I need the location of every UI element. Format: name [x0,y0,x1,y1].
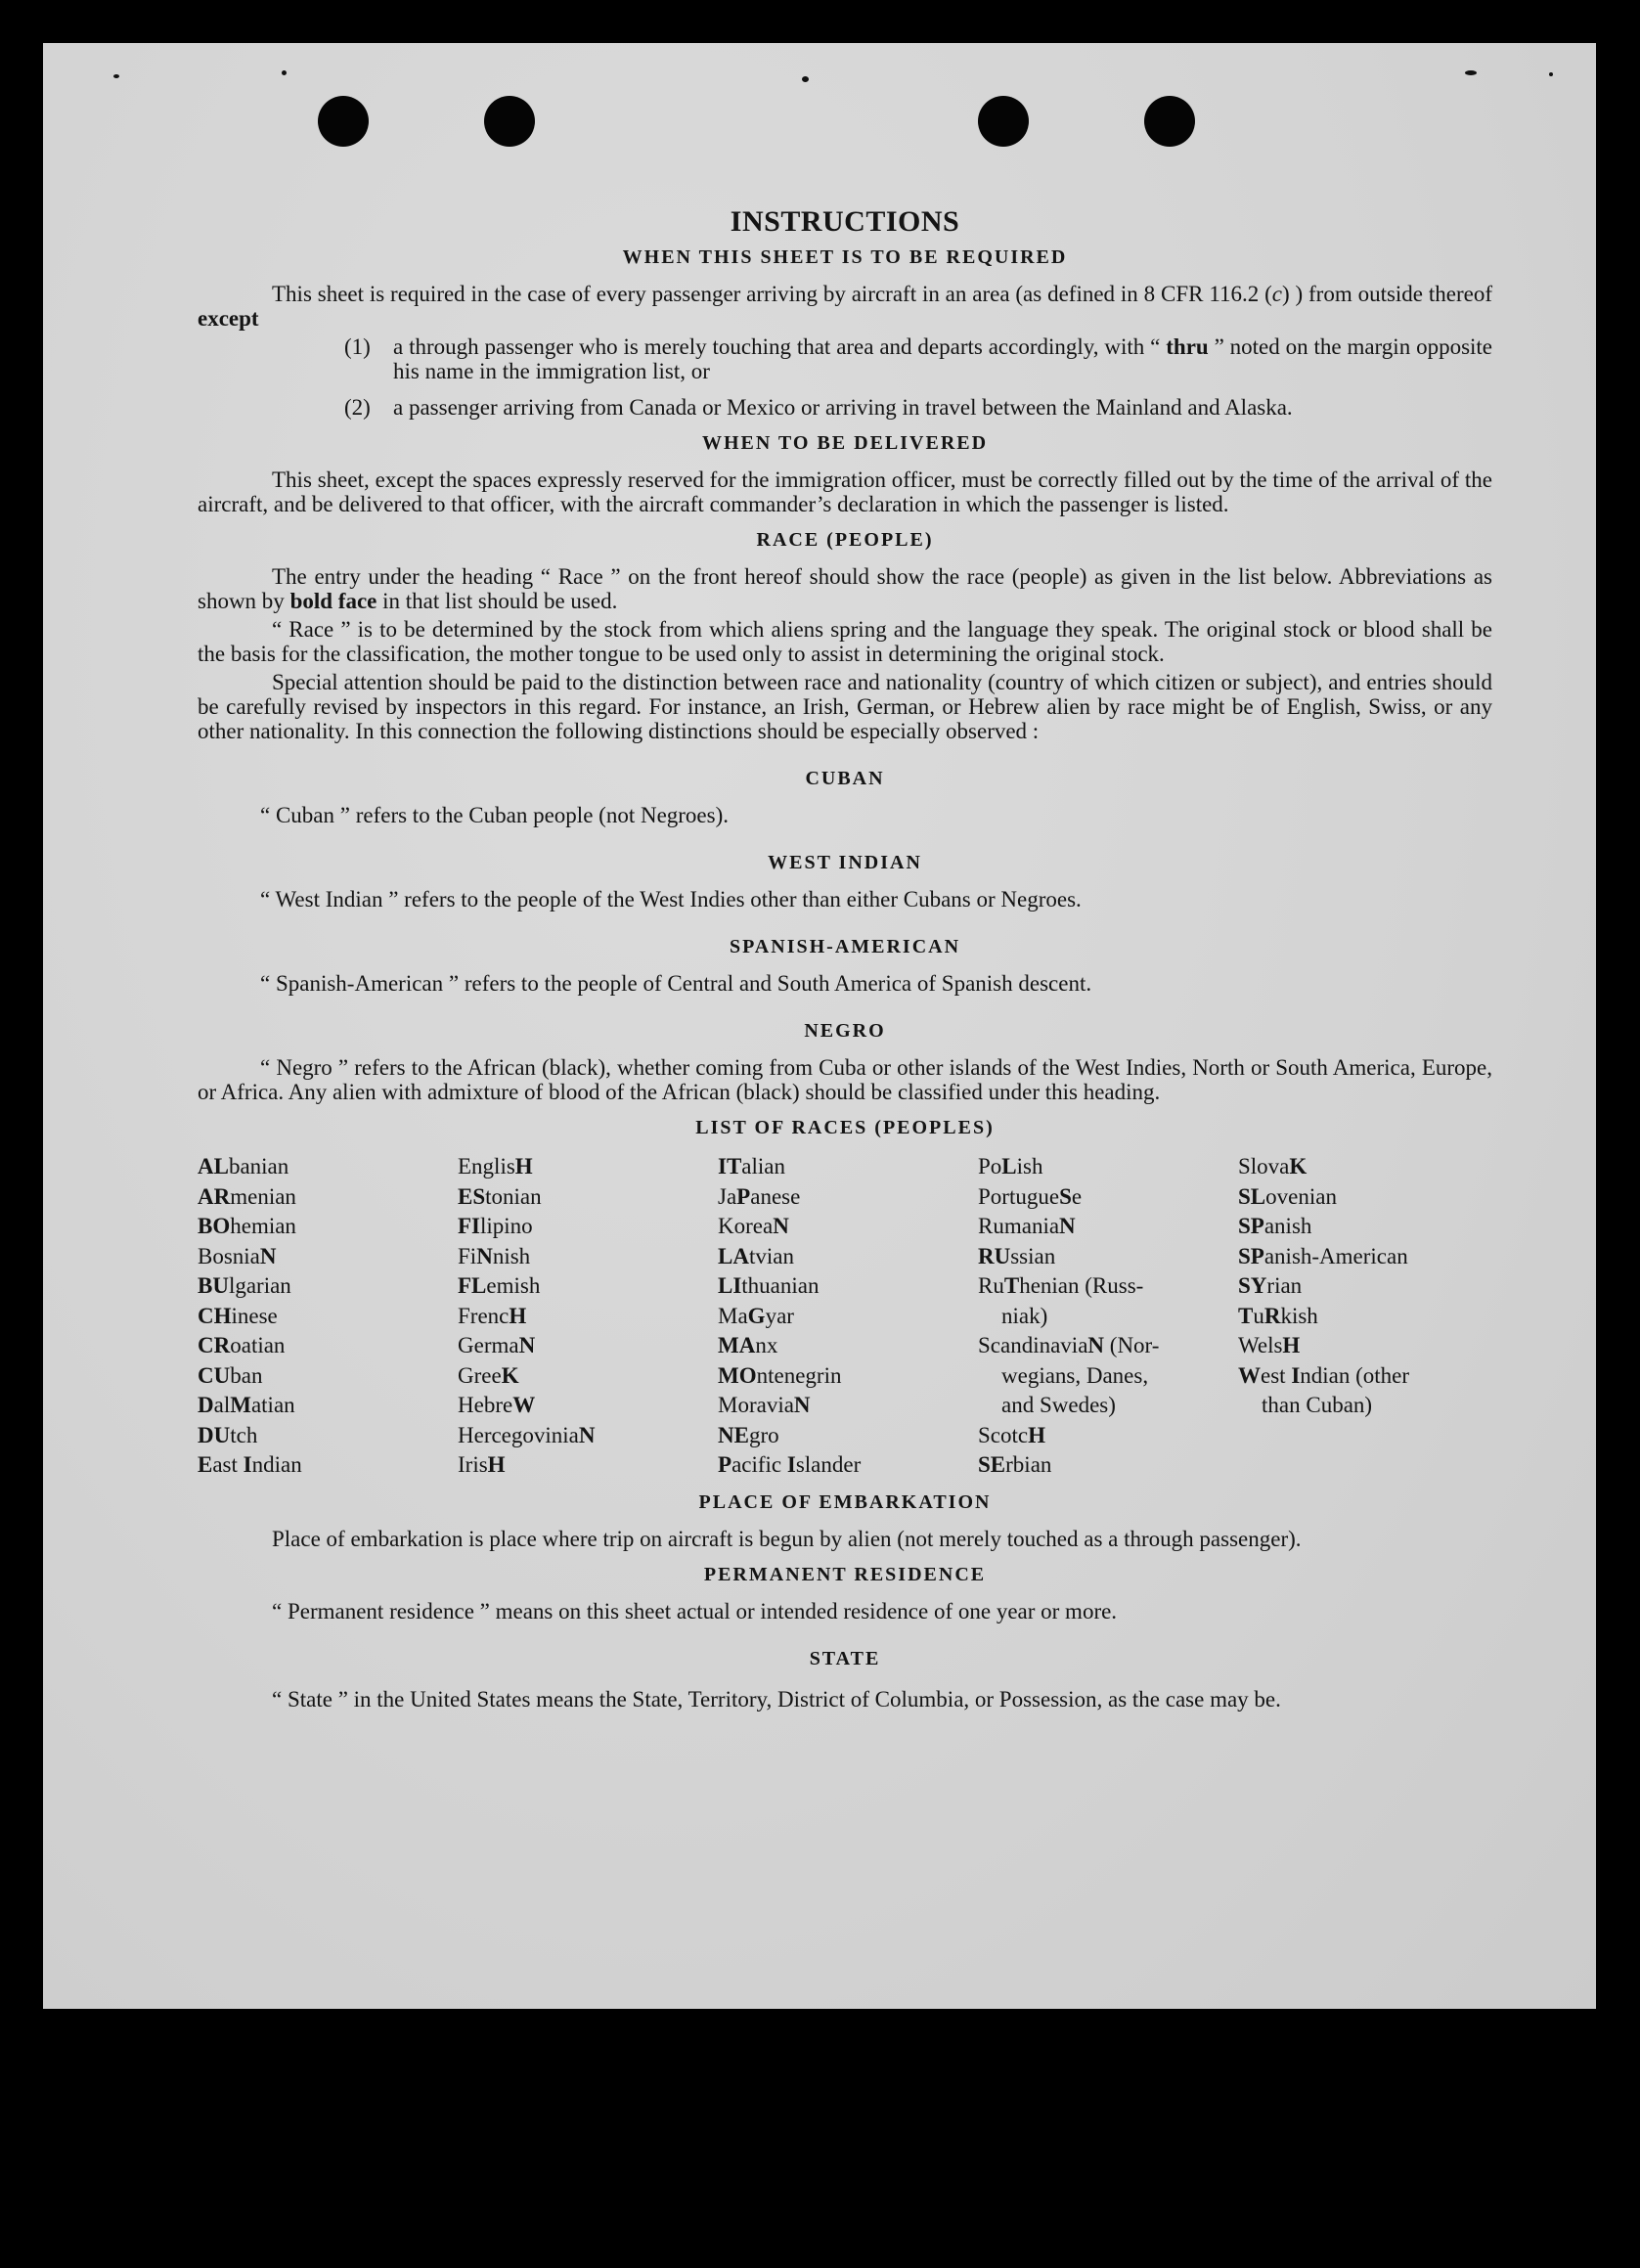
race-entry: SPanish [1238,1214,1312,1238]
race-entry: than Cuban) [1262,1393,1373,1417]
race-entry: DalMatian [198,1393,295,1417]
paragraph-race-3: Special attention should be paid to the distinction between race and nationality (country of which citizen or subject), and entries should be carefully revised by inspectors in this regard. For instance, an Irish, German, or Hebrew alien by race might be of English, Swiss, or any other nationality. In this connection the following distinctions should be especially observed : [198,670,1492,743]
race-entry: EStonian [458,1183,542,1209]
race-entry: PortugueSe [978,1183,1083,1209]
heading-when-required: WHEN THIS SHEET IS TO BE REQUIRED [622,246,1068,268]
heading-cuban: CUBAN [805,768,885,789]
punch-hole-1 [318,96,369,147]
race-entry: wegians, Danes, [1001,1362,1149,1388]
race-entry: West Indian (other [1238,1362,1410,1388]
race-entry: EnglisH [458,1154,533,1178]
paragraph-race-2: “ Race ” is to be determined by the stock from which aliens spring and the language they speak. The original stock or blood shall be the basis for the classification, the mother tongue to be used only to assist in determining the original stock. [198,617,1492,666]
race-entry: MoraviaN [718,1393,811,1417]
paragraph-west-indian: “ West Indian ” refers to the people of the West Indies other than either Cubans or Negroes. [260,887,1082,912]
race-entry: ScandinaviaN (Nor- [978,1333,1160,1357]
paragraph-embarkation: Place of embarkation is place where trip on aircraft is begun by alien (not merely touched as a through passenger). [272,1526,1302,1551]
race-entry: SlovaK [1238,1154,1308,1178]
race-entry: FrencH [458,1303,527,1328]
race-entry: BOhemian [198,1214,296,1238]
race-entry: RumaniaN [978,1214,1076,1238]
race-entry: MOntenegrin [718,1362,842,1388]
race-entry: HebreW [458,1393,536,1417]
races-column [1238,1152,1492,1481]
race-entry: DUtch [198,1422,258,1447]
race-entry: East Indian [198,1452,302,1477]
race-entry: MaGyar [718,1303,794,1328]
race-entry: ITalian [718,1154,785,1178]
paragraph-when-required: This sheet is required in the case of every passenger arriving by aircraft in an area (as defined in 8 CFR 116.2 (c) ) from outside thereof except [198,282,1492,331]
race-entry: KoreaN [718,1214,789,1238]
race-entry: PoLish [978,1154,1043,1178]
list-item-2: (2) a passenger arriving from Canada or Mexico or arriving in travel between the Mainland and Alaska. [344,395,1293,420]
document-sheet [43,43,1596,2009]
paragraph-state: “ State ” in the United States means the State, Territory, District of Columbia, or Possession, as the case may be. [272,1686,1281,1712]
heading-race: RACE (PEOPLE) [756,529,934,551]
race-entry: SPanish-American [1238,1243,1408,1268]
race-entry: niak) [1001,1303,1048,1328]
race-entry: BosniaN [198,1243,277,1268]
race-entry: SErbian [978,1452,1052,1477]
paragraph-cuban: “ Cuban ” refers to the Cuban people (not Negroes). [260,803,730,827]
races-column [198,1152,458,1481]
race-entry: CHinese [198,1303,278,1328]
race-entry: JaPanese [718,1183,801,1209]
race-entry: CUban [198,1362,263,1388]
race-entry: ALbanian [198,1154,289,1178]
race-entry: GermaN [458,1333,536,1357]
race-entry: BUlgarian [198,1273,291,1298]
heading-negro: NEGRO [804,1020,886,1042]
heading-when-delivered: WHEN TO BE DELIVERED [701,432,989,454]
race-entry: ScotcH [978,1422,1045,1447]
paragraph-race-1: The entry under the heading “ Race ” on the front hereof should show the race (people) as given in the list below. Abbreviations as shown by bold face in that list should be used. [198,564,1492,613]
race-entry: RuThenian (Russ- [978,1273,1144,1298]
race-entry: ARmenian [198,1183,296,1209]
race-entry: and Swedes) [1001,1393,1116,1417]
paragraph-when-delivered: This sheet, except the spaces expressly reserved for the immigration officer, must be correctly filled out by the time of the arrival of the aircraft, and be delivered to that officer, with the aircraft commander’s declaration in which the passenger is listed. [198,467,1492,516]
race-entry: LAtvian [718,1243,794,1268]
race-entry: FLemish [458,1273,541,1298]
race-entry: Pacific Islander [718,1452,862,1477]
races-column [978,1152,1238,1481]
heading-spanish-american: SPANISH-AMERICAN [729,936,961,957]
race-entry: IrisH [458,1452,506,1477]
punch-hole-2 [484,96,535,147]
heading-permanent-residence: PERMANENT RESIDENCE [703,1563,987,1585]
paragraph-permanent-residence: “ Permanent residence ” means on this sheet actual or intended residence of one year or more. [272,1598,1118,1623]
instructions-content [198,160,1492,1715]
heading-state: STATE [809,1647,881,1669]
list-item-1: (1) a through passenger who is merely touching that area and departs accordingly, with “ thru ” noted on the margin opposite his name in the immigration list, or [344,334,1493,383]
race-entry: HercegoviniaN [458,1422,596,1447]
race-entry: TuRkish [1238,1303,1318,1328]
races-column [718,1152,978,1481]
races-table [198,1152,1492,1481]
paragraph-spanish-american: “ Spanish-American ” refers to the people of Central and South America of Spanish descent. [260,971,1092,996]
race-entry: FiNnish [458,1243,531,1268]
race-entry: WelsH [1238,1333,1301,1357]
race-entry: SYrian [1238,1273,1303,1298]
paragraph-negro: “ Negro ” refers to the African (black), whether coming from Cuba or other islands of the West Indies, North or South America, Europe, or Africa. Any alien with admixture of blood of the African (black) should be classified under this heading. [198,1055,1492,1104]
race-entry: MAnx [718,1333,778,1357]
punch-hole-4 [1144,96,1195,147]
race-entry: LIthuanian [718,1273,820,1298]
heading-list-of-races: LIST OF RACES (PEOPLES) [695,1117,995,1138]
race-entry: FIlipino [458,1214,533,1238]
heading-west-indian: WEST INDIAN [768,852,922,873]
race-entry: SLovenian [1238,1183,1337,1209]
race-entry: NEgro [718,1422,779,1447]
race-entry: CRoatian [198,1333,286,1357]
page-title: INSTRUCTIONS [730,205,960,238]
races-column [458,1152,718,1481]
race-entry: GreeK [458,1362,519,1388]
heading-embarkation: PLACE OF EMBARKATION [698,1490,992,1513]
punch-hole-3 [978,96,1029,147]
race-entry: RUssian [978,1243,1056,1268]
